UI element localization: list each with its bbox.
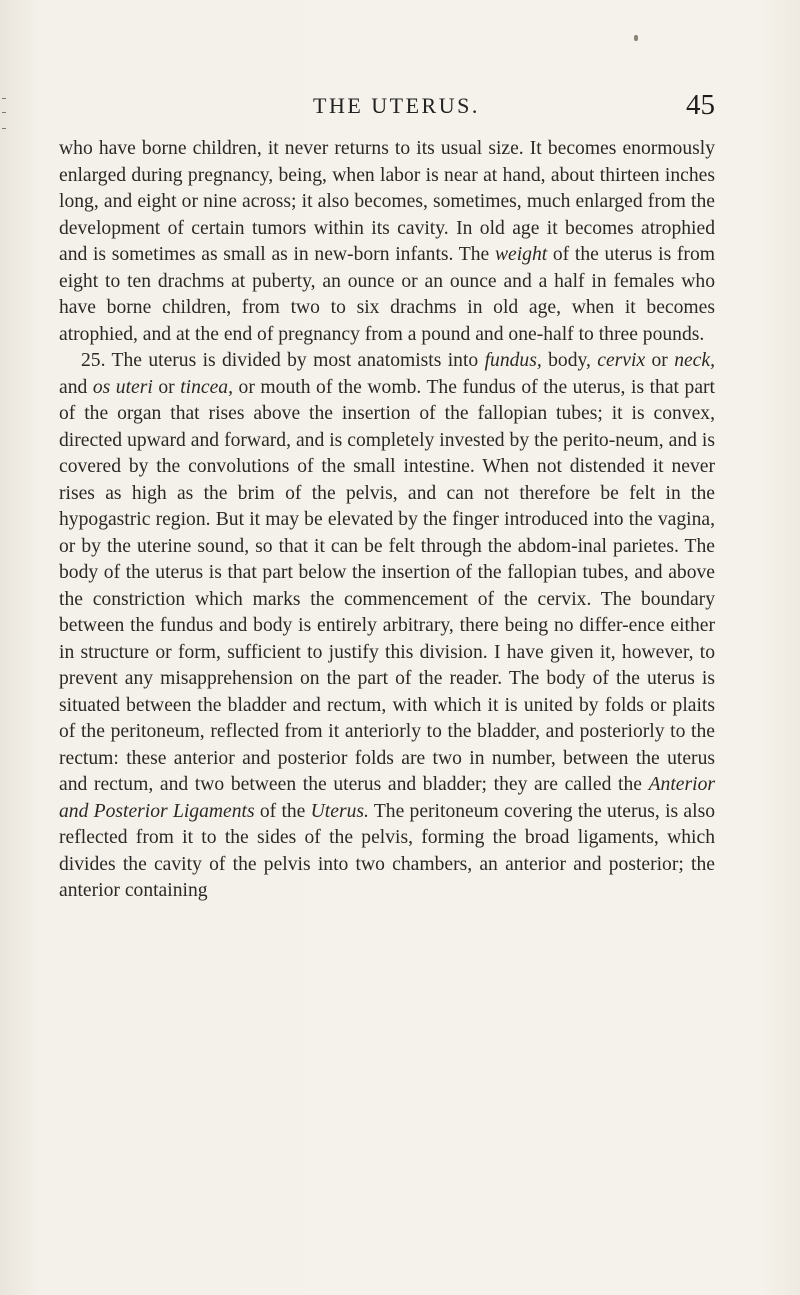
ink-speck [634, 35, 638, 41]
paragraph [59, 348, 715, 905]
paragraph-number: 25. [81, 350, 106, 371]
italic-term: os uteri [92, 376, 153, 398]
margin-mark [2, 112, 6, 113]
italic-term: fundus, [484, 350, 542, 371]
text-run: or [645, 350, 675, 371]
page-header [60, 89, 715, 129]
text-run: and [59, 376, 93, 398]
text-run: The uterus is divided by most anatomists into [105, 350, 485, 371]
margin-mark [2, 98, 6, 99]
italic-term: Uterus. [310, 800, 369, 822]
italic-term: neck, [674, 350, 715, 371]
margin-mark [2, 128, 6, 129]
italic-term: tincea, [180, 376, 234, 398]
text-run: body, [541, 350, 598, 371]
body-text [59, 136, 715, 905]
text-run: The peritoneum covering the uterus, is also reflected from it to the sides of the pelvis, forming the broad ligaments, which divides the cavity of the pelvis into two chambers, an anterior and posterior; the anterior containing [59, 800, 715, 901]
text-run: of the [254, 800, 311, 822]
running-title: THE UTERUS. [313, 93, 480, 118]
paragraph [59, 136, 715, 348]
text-run: of the uterus is from eight to ten drachms at puberty, an ounce or an ounce and a half in females who have borne children, from two to six drachms in old age, when it becomes atrophied, and at the end of pregnancy from a pound and one-half to three pounds. [59, 244, 715, 345]
italic-term: Anterior and Posterior Ligaments [59, 774, 715, 822]
text-run: or [152, 376, 181, 398]
text-run: who have borne children, it never returns to its usual size. It becomes enormously enlarged during pregnancy, being, when labor is near at hand, about thirteen inches long, and eight or nine across; it also becomes, sometimes, much enlarged from the development of certain tumors within its cavity. In old age it becomes atrophied and is sometimes as small as in new-born infants. The [59, 138, 715, 265]
page-number: 45 [686, 89, 715, 121]
text-run: or mouth of the womb. The fundus of the uterus, is that part of the organ that rises above the insertion of the fallopian tubes; it is convex, directed upward and forward, and is completely invested by the perito-neum, and is covered by the convolutions of the small intestine. When not distended it never rises as high as the brim of the pelvis, and can not therefore be felt in the hypogastric region. But it may be elevated by the finger introduced into the vagina, or by the uterine sound, so that it can be felt through the abdom-inal parietes. The body of the uterus is that part below the insertion of the fallopian tubes, and above the constriction which marks the commencement of the cervix. The boundary between the fundus and body is entirely arbitrary, there being no differ-ence either in structure or form, sufficient to justify this division. I have given it, however, to prevent any misapprehension on the part of the reader. The body of the uterus is situated between the bladder and rectum, with which it is united by folds or plaits of the peritoneum, reflected from it anteriorly to the bladder, and posteriorly to the rectum: these anterior and posterior folds are two in number, between the uterus and rectum, and two between the uterus and bladder; they are called the [59, 376, 715, 795]
italic-term: weight [494, 244, 548, 265]
italic-term: cervix [597, 350, 646, 371]
